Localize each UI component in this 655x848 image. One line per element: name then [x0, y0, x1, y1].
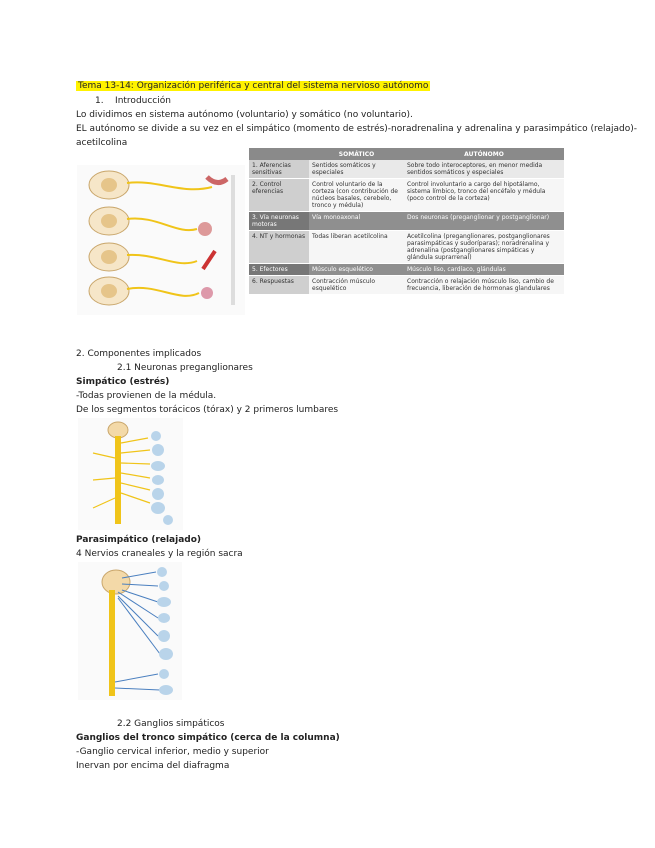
row-label: 2. Control eferencias [249, 179, 309, 212]
table-header-autonomo: AUTÓNOMO [404, 148, 564, 160]
simpatico-line-1: -Todas provienen de la médula. [76, 391, 217, 401]
simpatico-title: Simpático (estrés) [76, 377, 170, 387]
section1-heading: 1. Introducción [95, 96, 171, 106]
cell-autonomo: Músculo liso, cardíaco, glándulas [404, 264, 564, 276]
ganglios-title: Ganglios del tronco simpático (cerca de la columna) [76, 733, 340, 743]
cell-somatico: Músculo esquelético [309, 264, 404, 276]
row-label: 4. NT y hormonas [249, 231, 309, 264]
cell-somatico: Vía monoaxonal [309, 212, 404, 231]
intro-line-1: Lo dividimos en sistema autónomo (voluntario) y somático (no voluntario). [76, 110, 413, 120]
table-row [249, 264, 564, 276]
spinal-section-diagrams [89, 171, 235, 305]
table-row [249, 160, 564, 179]
table-row [249, 276, 564, 295]
cell-autonomo: Control involuntario a cargo del hipotálamo, sistema límbico, tronco del encéfalo y médula (poco control de la corteza) [404, 179, 564, 212]
section2-heading: 2. Componentes implicados [76, 349, 202, 359]
row-label: 5. Efectores [249, 264, 309, 276]
cell-autonomo: Sobre todo interoceptores, en menor medida sentidos somáticos y especiales [404, 160, 564, 179]
row-label: 1. Aferencias sensitivas [249, 160, 309, 179]
table-row [249, 231, 564, 264]
parasimpatico-line-1: 4 Nervios craneales y la región sacra [76, 549, 243, 559]
table-header-row [249, 148, 564, 160]
parasympathetic-diagram [78, 562, 182, 700]
row-label: 6. Respuestas [249, 276, 309, 295]
cell-somatico: Control voluntario de la corteza (con contribución de núcleos basales, cerebelo, tronco y médula) [309, 179, 404, 212]
subsection-2-2: 2.2 Ganglios simpáticos [117, 719, 225, 729]
cell-autonomo: Dos neuronas (preganglionar y postganglionar) [404, 212, 564, 231]
comparison-table [249, 148, 564, 295]
intro-line-2: EL autónomo se divide a su vez en el simpático (momento de estrés)-noradrenalina y adrenalina y parasimpático (relajado)- [76, 124, 638, 134]
document-title: Tema 13-14: Organización periférica y central del sistema nervioso autónomo [78, 81, 429, 91]
ganglios-line-1: -Ganglio cervical inferior, medio y superior [76, 747, 269, 757]
simpatico-line-2: De los segmentos torácicos (tórax) y 2 primeros lumbares [76, 405, 339, 415]
parasimpatico-title: Parasimpático (relajado) [76, 535, 202, 545]
spinal-reflex-figure [77, 165, 245, 315]
cell-autonomo: Contracción o relajación músculo liso, cambio de frecuencia, liberación de hormonas glandulares [404, 276, 564, 295]
row-label: 3. Vía neuronas motoras [249, 212, 309, 231]
cell-autonomo: Acetilcolina (preganglionares, postganglionares parasimpáticas y sudoríparas); noradrenalina y adrenalina (postganglionares simpáticas y glándula suprarrenal) [404, 231, 564, 264]
table-row [249, 212, 564, 231]
intro-line-3: acetilcolina [76, 138, 128, 148]
ganglios-line-2: Inervan por encima del diafragma [76, 761, 230, 771]
table-header-cell [249, 148, 309, 160]
sympathetic-diagram [78, 418, 183, 530]
cell-somatico: Contracción músculo esquelético [309, 276, 404, 295]
table-header-somatico: SOMÁTICO [309, 148, 404, 160]
subsection-2-1: 2.1 Neuronas preganglionares [117, 363, 253, 373]
table-row [249, 179, 564, 212]
cell-somatico: Todas liberan acetilcolina [309, 231, 404, 264]
cell-somatico: Sentidos somáticos y especiales [309, 160, 404, 179]
